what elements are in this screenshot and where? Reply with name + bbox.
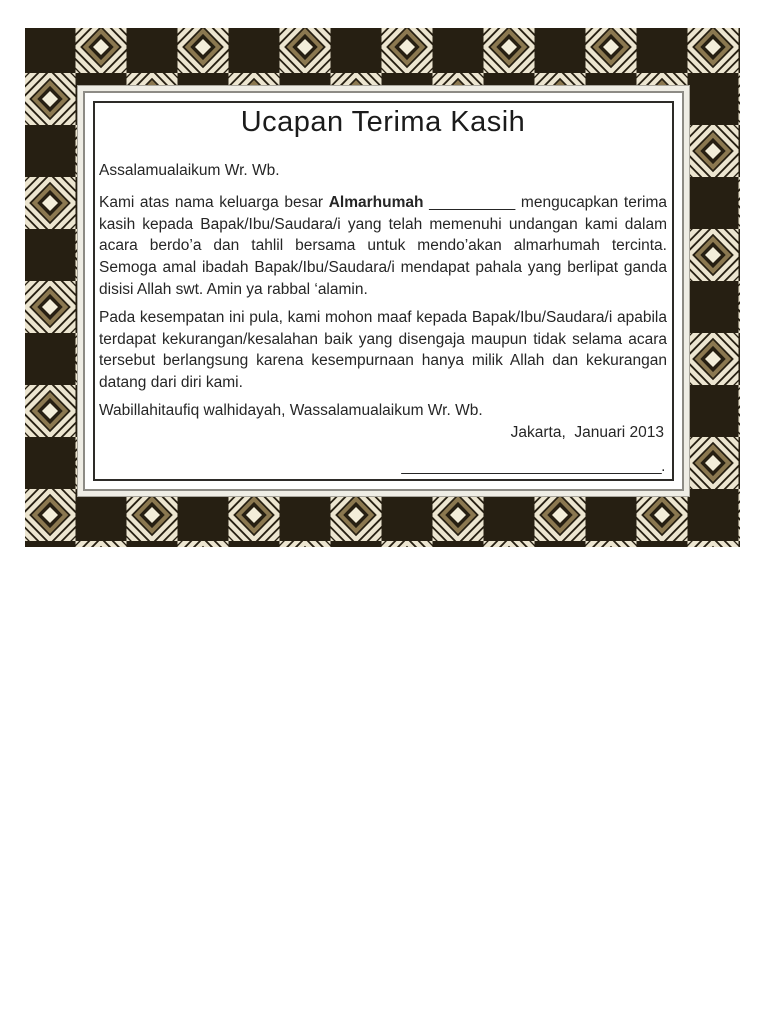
card-content (93, 101, 674, 481)
body-paragraph-2: Pada kesempatan ini pula, kami mohon maaf kepada Bapak/Ibu/Saudara/i apabila terdapat kekurangan/kesalahan baik yang disengaja maupun tidak selama acara tersebut berlangsung karena kesempurnaan hanya milik Allah dan kekurangan datang dari diri kami. (99, 308, 667, 392)
paragraph1-rest: mengucapkan terima kasih kepada Bapak/Ibu/Saudara/i yang telah memenuhi undangan kami dalam acara berdo’a dan tahlil bersama untuk mendo’akan almarhumah tercinta. Semoga amal ibadah Bapak/Ibu/Saudara/i mendapat pahala yang berlipat ganda disisi Allah swt. Amin ya rabbal ‘alamin. (99, 193, 667, 298)
card-title: Ucapan Terima Kasih (240, 106, 526, 138)
name-blank: __________ (423, 193, 521, 211)
certificate-card (77, 85, 690, 497)
signature-line: ________________________________. (401, 457, 665, 475)
closing-text: Wabillahitaufiq walhidayah, Wassalamualaikum Wr. Wb. (99, 401, 483, 419)
dateline-text: Jakarta, Januari 2013 (510, 423, 664, 441)
batik-border (25, 28, 740, 547)
almarhumah-bold: Almarhumah (328, 193, 424, 211)
body-paragraph-1 (99, 192, 667, 301)
paragraph1-prefix: Kami atas nama keluarga besar (99, 193, 329, 211)
card-frame-middle (83, 91, 684, 491)
salutation-text: Assalamualaikum Wr. Wb. (99, 162, 280, 179)
